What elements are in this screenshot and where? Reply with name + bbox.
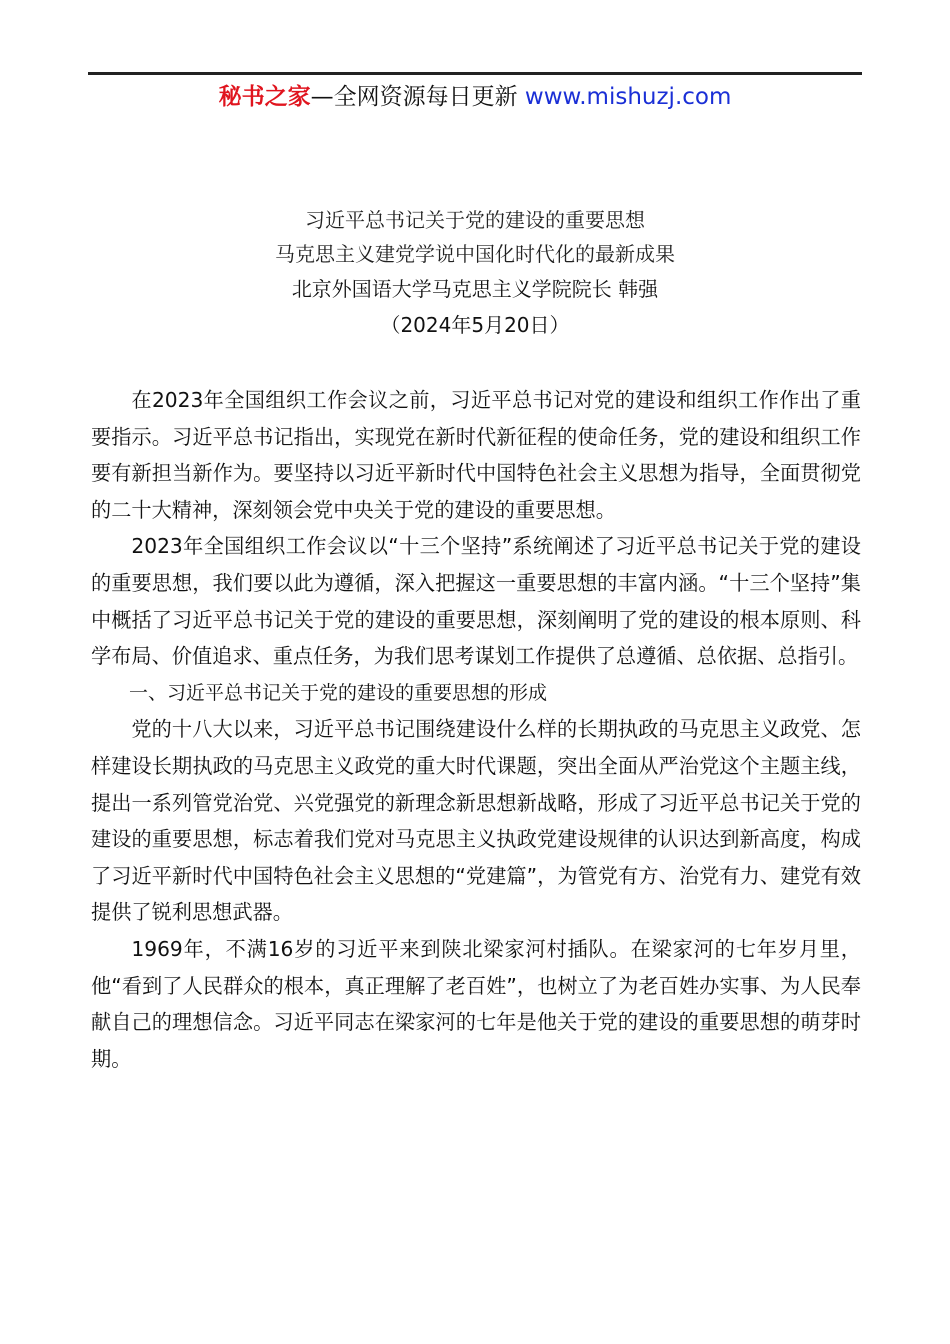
body-paragraph-3: 党的十八大以来，习近平总书记围绕建设什么样的长期执政的马克思主义政党、怎样建设长期执政的马克思主义政党的重大时代课题，突出全面从严治党这个主题主线，提出一系列管党治党、兴党强党的新理念新思想新战略，形成了习近平总书记关于党的建设的重要思想，标志着我们党对马克思主义执政党建设规律的认识达到新高度，构成了习近平新时代中国特色社会主义思想的“党建篇”，为管党有方、治党有力、建党有效提供了锐利思想武器。 — [91, 717, 861, 925]
site-url-link[interactable]: www.mishuzj.com — [524, 84, 732, 110]
document-body — [91, 382, 861, 1077]
body-paragraph-1: 在2023年全国组织工作会议之前，习近平总书记对党的建设和组织工作作出了重要指示。习近平总书记指出，实现党在新时代新征程的使命任务，党的建设和组织工作要有新担当新作为。要坚持以习近平新时代中国特色社会主义思想为指导，全面贯彻党的二十大精神，深刻领会党中央关于党的建设的重要思想。 — [91, 388, 861, 522]
body-paragraph-2: 2023年全国组织工作会议以“十三个坚持”系统阐述了习近平总书记关于党的建设的重要思想，我们要以此为遵循，深入把握这一重要思想的丰富内涵。“十三个坚持”集中概括了习近平总书记关于党的建设的重要思想，深刻阐明了党的建设的根本原则、科学布局、价值追求、重点任务，为我们思考谋划工作提供了总遵循、总依据、总指引。 — [91, 534, 861, 669]
document-title: 习近平总书记关于党的建设的重要思想 — [305, 208, 645, 232]
document-subtitle: 马克思主义建党学说中国化时代化的最新成果 — [275, 242, 675, 266]
section-heading-1: 一、习近平总书记关于党的建设的重要思想的形成 — [129, 681, 548, 704]
header-rule — [88, 72, 862, 75]
body-paragraph-4: 1969年，不满16岁的习近平来到陕北梁家河村插队。在梁家河的七年岁月里，他“看到了人民群众的根本，真正理解了老百姓”，也树立了为老百姓办实事、为人民奉献自己的理想信念。习近平同志在梁家河的七年是他关于党的建设的重要思想的萌芽时期。 — [91, 936, 861, 1071]
document-title-block — [0, 203, 950, 343]
brand-name: 秘书之家 — [218, 84, 311, 110]
banner-tagline: —全网资源每日更新 — [310, 84, 525, 110]
site-banner — [0, 80, 950, 114]
document-author: 北京外国语大学马克思主义学院院长 韩强 — [291, 277, 659, 301]
document-date: （2024年5月20日） — [380, 313, 570, 337]
